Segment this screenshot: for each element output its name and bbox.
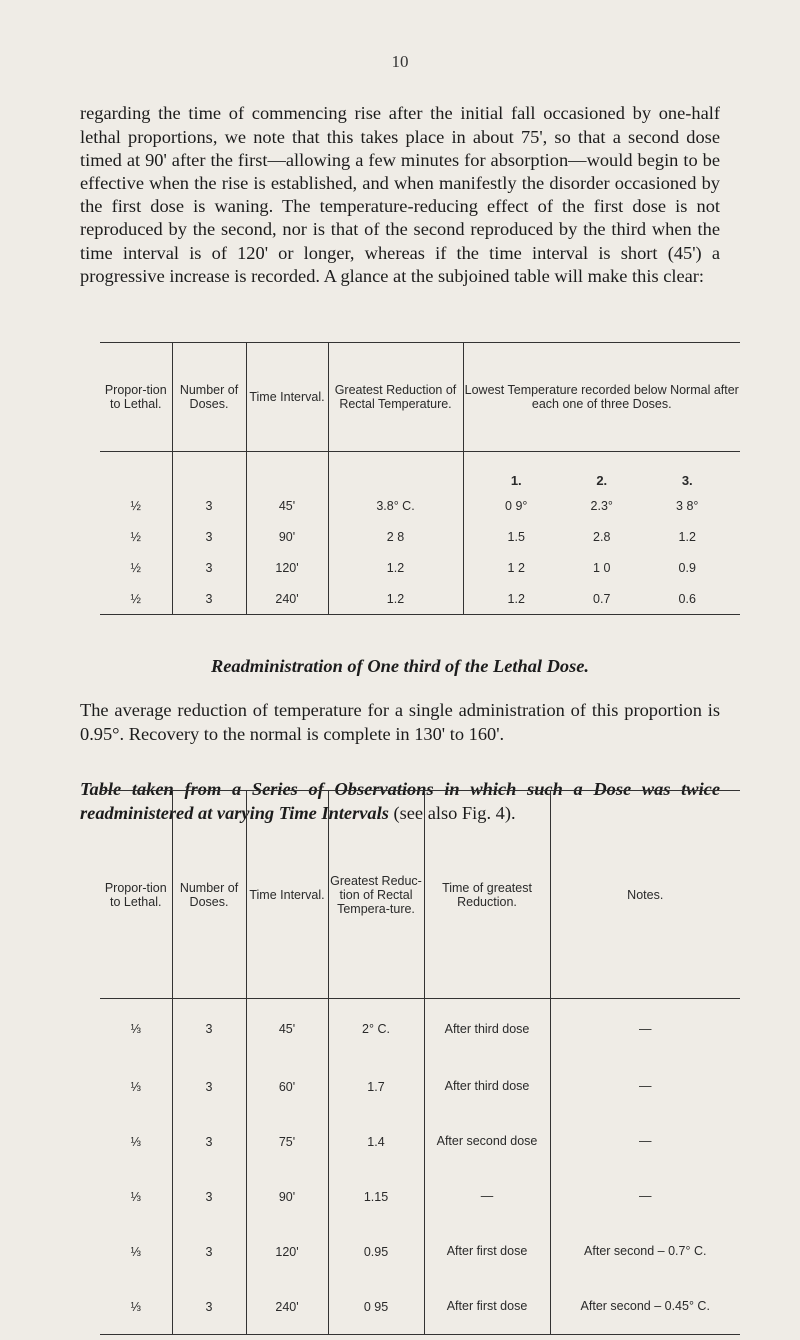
table-title-note: (see also Fig. 4). <box>388 802 516 823</box>
interval-cell: 240' <box>246 583 328 615</box>
doses-cell: 3 <box>172 490 246 521</box>
table-row <box>100 1059 740 1114</box>
dose-2-value: 2.3° <box>590 498 613 513</box>
interval-cell: 45' <box>246 490 328 521</box>
interval-cell: 45' <box>246 999 328 1060</box>
dose-2-value: 2.8 <box>593 529 611 544</box>
col-header-time-of-reduction: Time of greatest Reduction. <box>424 791 550 999</box>
col-header-proportion: Propor-tion to Lethal. <box>100 343 172 452</box>
dose-2-value: 0.7 <box>593 591 611 606</box>
proportion-cell: ½ <box>130 498 141 513</box>
table-row <box>100 1114 740 1169</box>
notes-cell: After second – 0.45° C. <box>550 1279 740 1335</box>
time-cell: After third dose <box>424 1059 550 1114</box>
dose-2-value: 1 0 <box>593 560 611 575</box>
dose-1-value: 0 9° <box>505 498 528 513</box>
notes-cell: — <box>550 1059 740 1114</box>
table-row <box>100 1224 740 1279</box>
interval-cell: 240' <box>246 1279 328 1335</box>
dose-3-value: 0.9 <box>678 560 696 575</box>
dose-number-row <box>463 452 740 491</box>
dose-number: 1. <box>510 473 522 488</box>
dose-interval-table <box>100 342 740 615</box>
doses-cell: 3 <box>172 1114 246 1169</box>
reduction-cell: 2 8 <box>328 521 463 552</box>
proportion-cell: ⅓ <box>130 1244 141 1259</box>
table-row <box>100 552 740 583</box>
dose-number: 2. <box>596 473 608 488</box>
doses-cell: 3 <box>172 583 246 615</box>
interval-cell: 90' <box>246 1169 328 1224</box>
summary-paragraph: The average reduction of temperature for a single administration of this proportion is 0.95°. Recovery to the normal is complete in 130' to 160'. <box>80 700 720 744</box>
table-title-italic: Table taken from a Series of Observations in which such a Dose was twice readministered at varying Time Intervals <box>80 779 720 823</box>
col-header-interval: Time Interval. <box>246 343 328 452</box>
table-row <box>100 583 740 615</box>
doses-cell: 3 <box>172 1059 246 1114</box>
reduction-cell: 0.95 <box>328 1224 424 1279</box>
lowest-cells <box>463 552 740 583</box>
reduction-cell: 1.7 <box>328 1059 424 1114</box>
col-header-proportion: Propor-tion to Lethal. <box>100 791 172 999</box>
dose-number: 3. <box>681 473 693 488</box>
proportion-cell: ½ <box>130 529 141 544</box>
dose-1-value: 1.5 <box>507 529 525 544</box>
dose-3-value: 3 8° <box>676 498 699 513</box>
table-row <box>100 490 740 521</box>
table-row <box>100 999 740 1060</box>
lowest-cells <box>463 490 740 521</box>
section-caption: Readministration of One third of the Lethal Dose. <box>210 656 590 676</box>
interval-cell: 60' <box>246 1059 328 1114</box>
proportion-cell: ⅓ <box>130 1189 141 1204</box>
doses-cell: 3 <box>172 999 246 1060</box>
dose-3-value: 0.6 <box>678 591 696 606</box>
notes-cell: — <box>550 1169 740 1224</box>
notes-cell: — <box>550 1114 740 1169</box>
interval-cell: 120' <box>246 1224 328 1279</box>
table-row <box>100 1279 740 1335</box>
col-header-interval: Time Interval. <box>246 791 328 999</box>
time-cell: After third dose <box>424 999 550 1060</box>
proportion-cell: ½ <box>130 591 141 606</box>
lowest-cells <box>463 583 740 615</box>
doses-cell: 3 <box>172 1279 246 1335</box>
notes-cell: After second – 0.7° C. <box>550 1224 740 1279</box>
lowest-cells <box>463 521 740 552</box>
proportion-cell: ½ <box>130 560 141 575</box>
dose-1-value: 1 2 <box>507 560 525 575</box>
col-header-reduction: Greatest Reduc-tion of Rectal Tempera-ture. <box>328 791 424 999</box>
interval-cell: 120' <box>246 552 328 583</box>
table-row <box>100 1169 740 1224</box>
proportion-cell: ⅓ <box>130 1134 141 1149</box>
reduction-cell: 1.15 <box>328 1169 424 1224</box>
reduction-cell: 1.2 <box>328 552 463 583</box>
reduction-cell: 3.8° C. <box>328 490 463 521</box>
col-header-lowest-temperature: Lowest Temperature recorded below Normal after each one of three Doses. <box>463 343 740 452</box>
interval-cell: 90' <box>246 521 328 552</box>
time-cell: After first dose <box>424 1224 550 1279</box>
col-header-doses: Number of Doses. <box>172 343 246 452</box>
dose-3-value: 1.2 <box>678 529 696 544</box>
dose-1-value: 1.2 <box>507 591 525 606</box>
col-header-notes: Notes. <box>550 791 740 999</box>
time-cell: — <box>424 1169 550 1224</box>
time-cell: After first dose <box>424 1279 550 1335</box>
reduction-cell: 1.4 <box>328 1114 424 1169</box>
doses-cell: 3 <box>172 1224 246 1279</box>
proportion-cell: ⅓ <box>130 1079 141 1094</box>
interval-cell: 75' <box>246 1114 328 1169</box>
proportion-cell: ⅓ <box>130 1022 141 1036</box>
col-header-reduction: Greatest Reduction of Rectal Temperature. <box>328 343 463 452</box>
notes-cell: — <box>550 999 740 1060</box>
col-header-doses: Number of Doses. <box>172 791 246 999</box>
reduction-cell: 0 95 <box>328 1279 424 1335</box>
table-row <box>100 521 740 552</box>
doses-cell: 3 <box>172 1169 246 1224</box>
reduction-cell: 2° C. <box>328 999 424 1060</box>
proportion-cell: ⅓ <box>130 1299 141 1314</box>
page-number: 10 <box>391 52 409 71</box>
intro-paragraph: regarding the time of commencing rise after the initial fall occasioned by one-half lethal proportions, we note that this takes place in about 75', so that a second dose timed at 90' after the first—allowing a few minutes for absorption—would begin to be effective when the rise is established, and when manifestly the disorder occasioned by the first dose is waning. The temperature-reducing effect of the first dose is not reproduced by the second, nor is that of the second reproduced by the third when the time interval is of 120' or longer, whereas if the time interval is short (45') a progressive increase is recorded. A glance at the subjoined table will make this clear: <box>80 103 720 286</box>
readministration-table <box>100 790 740 1335</box>
reduction-cell: 1.2 <box>328 583 463 615</box>
time-cell: After second dose <box>424 1114 550 1169</box>
doses-cell: 3 <box>172 552 246 583</box>
doses-cell: 3 <box>172 521 246 552</box>
